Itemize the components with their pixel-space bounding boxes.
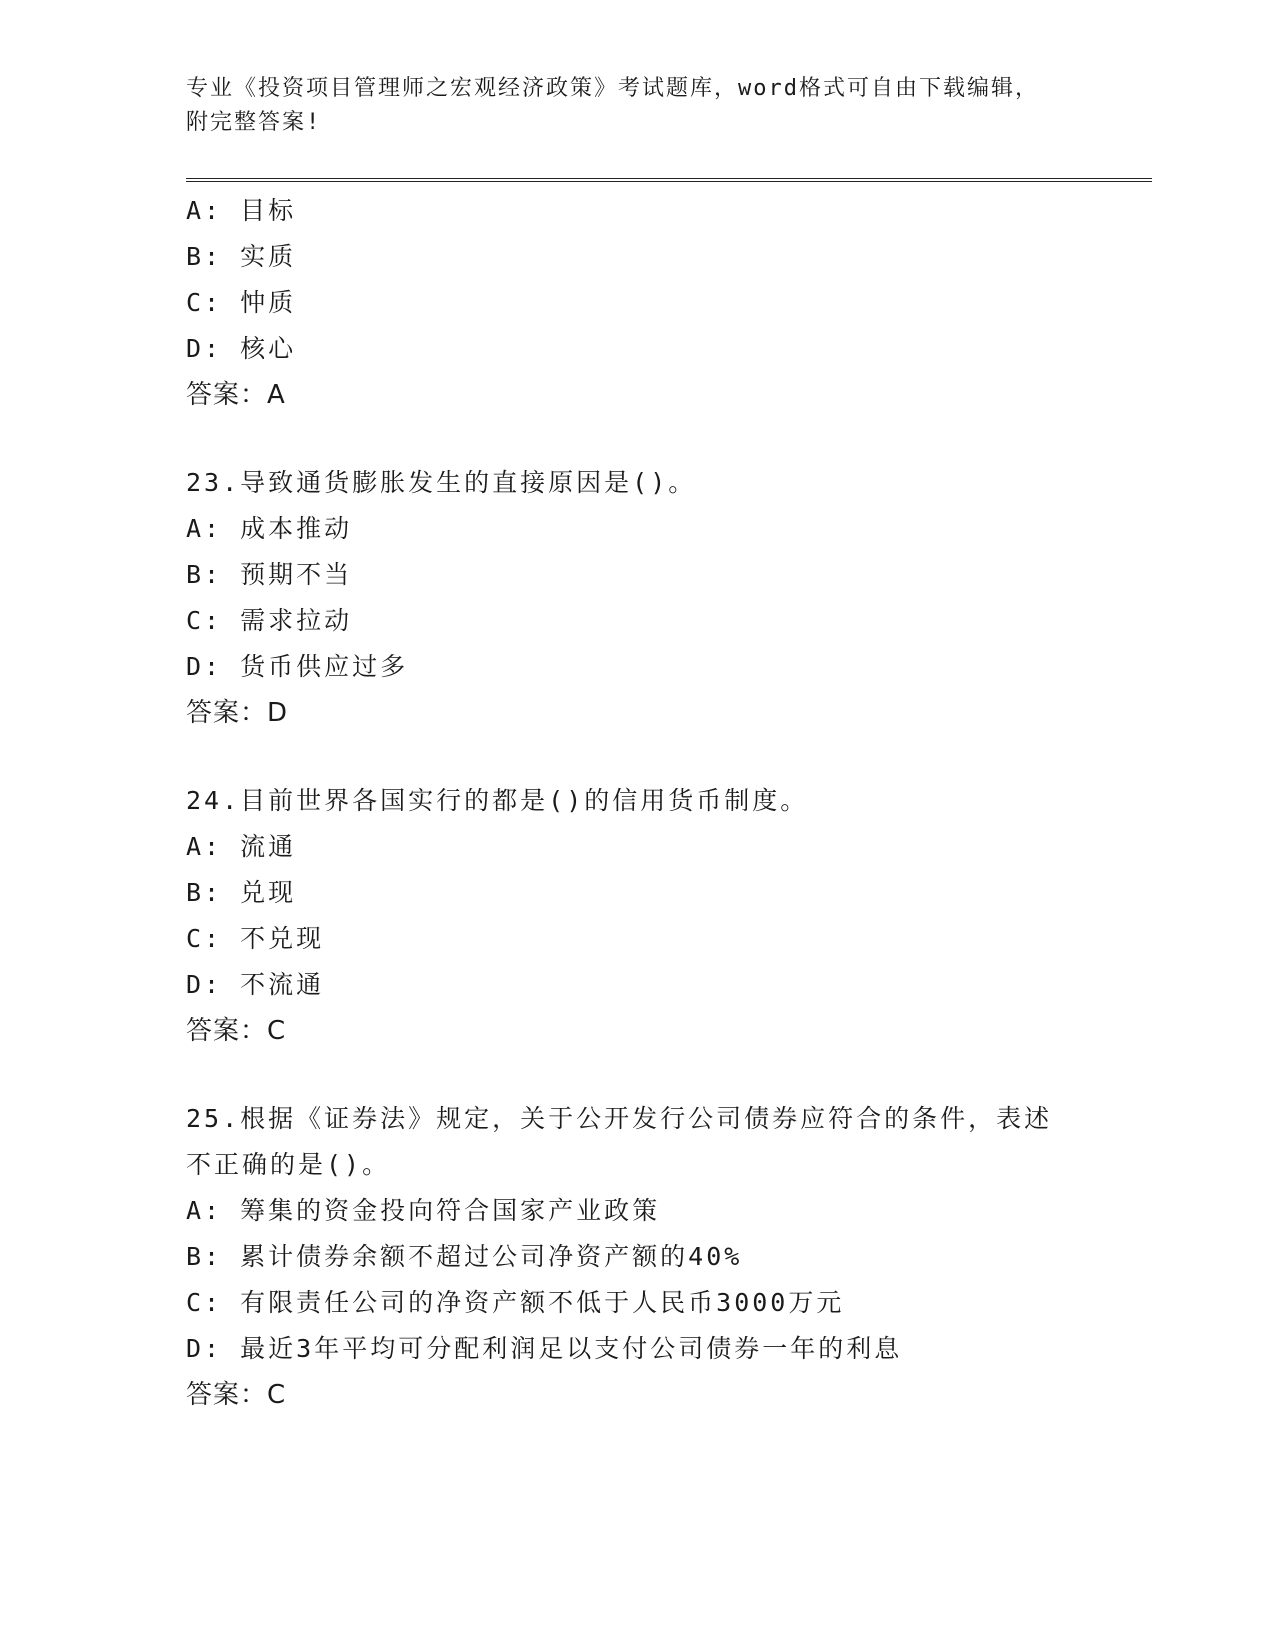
question-stem: 24.目前世界各国实行的都是()的信用货币制度。	[186, 786, 809, 815]
option-c: C: 有限责任公司的净资产额不低于人民币3000万元	[186, 1288, 845, 1317]
option-b: B: 兑现	[186, 878, 297, 907]
option-d: D: 核心	[186, 334, 297, 363]
question-stem: 23.导致通货膨胀发生的直接原因是()。	[186, 468, 697, 497]
option-a: A: 筹集的资金投向符合国家产业政策	[186, 1196, 661, 1225]
question-25	[186, 1096, 1126, 1418]
option-c: C: 不兑现	[186, 924, 325, 953]
question-list	[186, 188, 1126, 1418]
option-b: B: 预期不当	[186, 560, 353, 589]
option-d: D: 不流通	[186, 970, 325, 999]
header-line-2: 附完整答案!	[186, 110, 322, 135]
answer: 答案：C	[186, 1016, 287, 1046]
question-stem-line-2: 不正确的是()。	[186, 1150, 391, 1179]
option-d: D: 最近3年平均可分配利润足以支付公司债券一年的利息	[186, 1334, 903, 1363]
option-c: C: 需求拉动	[186, 606, 353, 635]
question-24	[186, 778, 1126, 1054]
answer: 答案：A	[186, 380, 286, 410]
answer: 答案：C	[186, 1380, 287, 1410]
option-b: B: 累计债券余额不超过公司净资产额的40%	[186, 1242, 743, 1271]
page-header	[186, 72, 1086, 140]
question-23	[186, 460, 1126, 736]
option-a: A: 成本推动	[186, 514, 353, 543]
header-line-1: 专业《投资项目管理师之宏观经济政策》考试题库，word格式可自由下载编辑，	[186, 76, 1039, 101]
option-d: D: 货币供应过多	[186, 652, 409, 681]
header-divider	[186, 178, 1152, 182]
option-a: A: 流通	[186, 832, 297, 861]
option-c: C: 忡质	[186, 288, 297, 317]
question-stem-line-1: 25.根据《证券法》规定，关于公开发行公司债券应符合的条件，表述	[186, 1104, 1053, 1133]
question-22-continued	[186, 188, 1126, 418]
answer: 答案：D	[186, 698, 289, 728]
option-a: A: 目标	[186, 196, 297, 225]
option-b: B: 实质	[186, 242, 297, 271]
